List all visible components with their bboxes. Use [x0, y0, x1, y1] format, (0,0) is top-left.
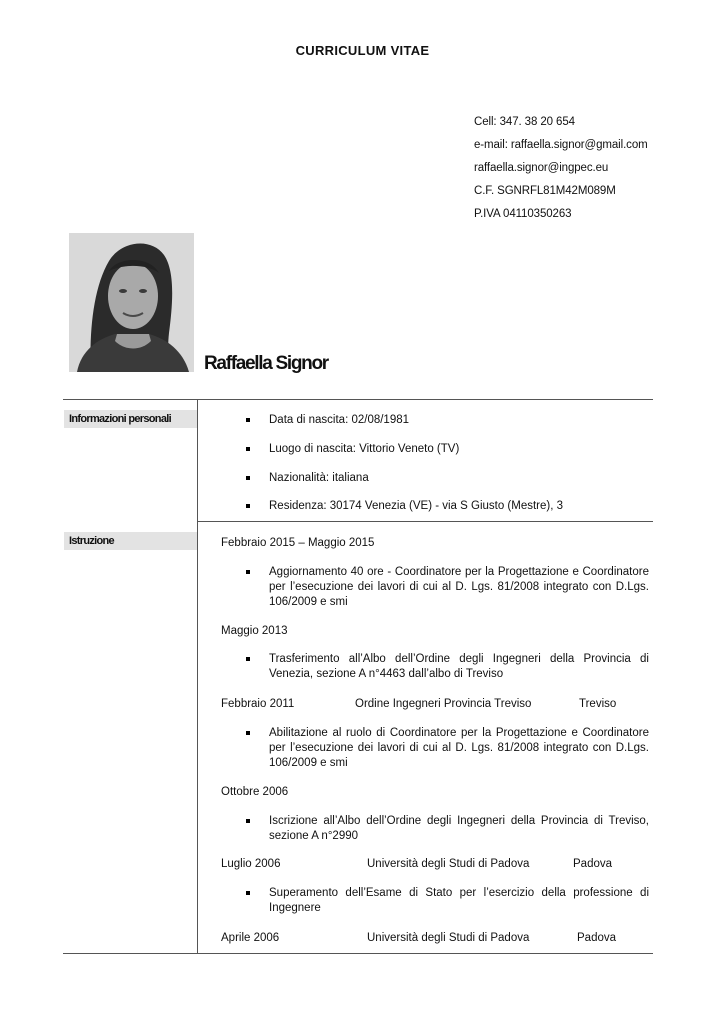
- education-bullet-text: Abilitazione al ruolo di Coordinatore per la Progettazione e Coordinatore per l’esecuzione dei lavori di cui al D. Lgs. 81/2008 integrato con D.Lgs. 106/2009 e smi: [269, 727, 649, 769]
- education-bullet: [221, 565, 649, 610]
- education-bullet-text: Iscrizione all’Albo dell’Ordine degli Ingegneri della Provincia di Treviso, sezione A n°2990: [269, 815, 649, 842]
- education-institution: Università degli Studi di Padova: [367, 858, 530, 870]
- personal-item-text: Luogo di nascita: Vittorio Veneto (TV): [269, 443, 460, 455]
- education-date: Febbraio 2011: [221, 698, 295, 710]
- education-place: Padova: [573, 858, 613, 870]
- personal-item: [221, 499, 649, 514]
- personal-item: [221, 471, 649, 486]
- bottom-divider: [63, 953, 653, 954]
- education-place: Padova: [577, 932, 617, 944]
- education-date: Febbraio 2015 – Maggio 2015: [221, 537, 375, 549]
- education-date: Luglio 2006: [221, 858, 281, 870]
- education-date: Maggio 2013: [221, 625, 288, 637]
- education-bullet-text: Trasferimento all’Albo dell’Ordine degli Ingegneri della Provincia di Venezia, sezione A n°4463 dall’albo di Treviso: [269, 653, 649, 680]
- education-date: Aprile 2006: [221, 932, 280, 944]
- top-divider: [63, 399, 653, 400]
- contact-email: e-mail: raffaella.signor@gmail.com: [474, 139, 648, 151]
- contact-phone: Cell: 347. 38 20 654: [474, 116, 575, 128]
- bullet-mark: [246, 447, 250, 451]
- bullet-mark: [246, 504, 250, 508]
- education-place: Treviso: [579, 698, 617, 710]
- bullet-mark: [246, 476, 250, 480]
- education-date: Ottobre 2006: [221, 786, 289, 798]
- contact-pec: raffaella.signor@ingpec.eu: [474, 162, 609, 174]
- personal-item-text: Residenza: 30174 Venezia (VE) - via S Giusto (Mestre), 3: [269, 500, 564, 512]
- section-label-education: Istruzione: [64, 532, 197, 550]
- person-name: Raffaella Signor: [204, 353, 328, 374]
- education-bullet: [221, 652, 649, 682]
- contact-vat: P.IVA 04110350263: [474, 208, 572, 220]
- personal-item: [221, 413, 649, 428]
- education-bullet-text: Aggiornamento 40 ore - Coordinatore per la Progettazione e Coordinatore per l’esecuzione dei lavori di cui al D. Lgs. 81/2008 integrato con D.Lgs. 106/2009 e smi: [269, 566, 649, 608]
- contact-fiscal-code: C.F. SGNRFL81M42M089M: [474, 185, 616, 197]
- education-institution: Università degli Studi di Padova: [367, 932, 530, 944]
- education-bullet: [221, 886, 649, 916]
- bullet-mark: [246, 731, 250, 735]
- document-title: CURRICULUM VITAE: [295, 43, 430, 58]
- education-bullet-text: Superamento dell’Esame di Stato per l’esercizio della professione di Ingegnere: [269, 887, 649, 914]
- bullet-mark: [246, 418, 250, 422]
- portrait-image: [69, 233, 194, 372]
- bullet-mark: [246, 570, 250, 574]
- education-bullet: [221, 726, 649, 771]
- personal-item-text: Data di nascita: 02/08/1981: [269, 414, 410, 426]
- bullet-mark: [246, 657, 250, 661]
- personal-item-text: Nazionalità: italiana: [269, 472, 369, 484]
- personal-item: [221, 442, 649, 457]
- column-divider: [197, 399, 198, 954]
- education-bullet: [221, 814, 649, 844]
- contact-block: [474, 111, 648, 226]
- section-label-personal: Informazioni personali: [64, 410, 197, 428]
- bullet-mark: [246, 819, 250, 823]
- section-divider: [197, 521, 653, 522]
- profile-photo: [69, 233, 194, 372]
- bullet-mark: [246, 891, 250, 895]
- education-institution: Ordine Ingegneri Provincia Treviso: [355, 698, 532, 710]
